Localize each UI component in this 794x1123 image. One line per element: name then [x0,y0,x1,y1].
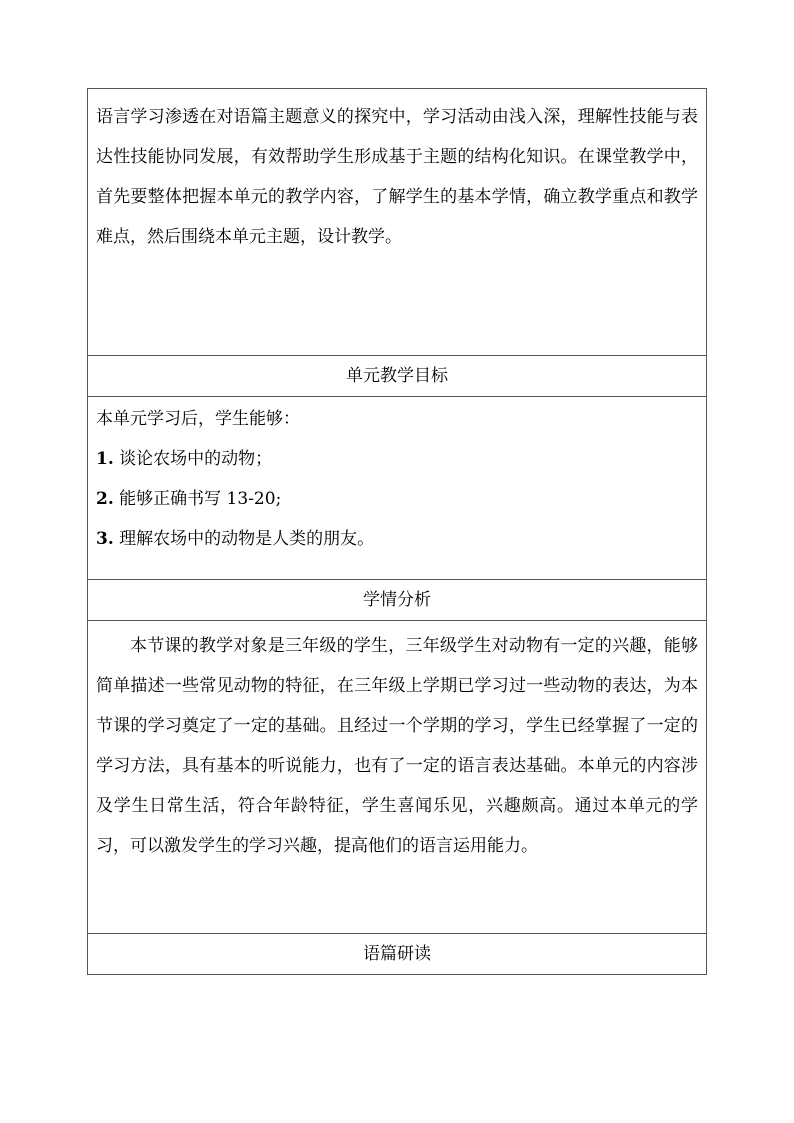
goals-cell [88,397,707,580]
analysis-paragraph: 本节课的教学对象是三年级的学生，三年级学生对动物有一定的兴趣，能够简单描述一些常见动物的特征，在三年级上学期已学习过一些动物的表达，为本节课的学习奠定了一定的基础。且经过一个学期的学习，学生已经掌握了一定的学习方法，具有基本的听说能力，也有了一定的语言表达基础。本单元的内容涉及学生日常生活，符合年龄特征，学生喜闻乐见，兴趣颇高。通过本单元的学习，可以激发学生的学习兴趣，提高他们的语言运用能力。 [96,636,698,856]
reading-heading: 语篇研读 [88,934,707,975]
goals-lead: 本单元学习后，学生能够： [96,409,300,429]
intro-row [88,89,707,356]
goals-row [88,397,707,580]
intro-paragraph: 语言学习渗透在对语篇主题意义的探究中，学习活动由浅入深，理解性技能与表达性技能协同发展，有效帮助学生形成基于主题的结构化知识。在课堂教学中，首先要整体把握本单元的教学内容，了解学生的基本学情，确立教学重点和教学难点，然后围绕本单元主题，设计教学。 [96,107,698,247]
goal-item-2 [96,479,698,519]
goal-item-2-number: 2. [96,489,114,509]
goal-item-2-text: 能够正确书写 13-20; [113,489,282,509]
analysis-row [88,621,707,934]
goal-item-1 [96,439,698,479]
goals-heading-row [88,356,707,397]
lesson-plan-table [87,88,707,975]
intro-cell [88,89,707,356]
goals-heading: 单元教学目标 [88,356,707,397]
reading-heading-row [88,934,707,975]
goal-item-1-text: 谈论农场中的动物； [113,449,273,469]
analysis-heading-row [88,580,707,621]
goal-item-3-text: 理解农场中的动物是人类的朋友。 [113,529,375,549]
analysis-heading: 学情分析 [88,580,707,621]
goal-item-3 [96,519,698,559]
analysis-cell [88,621,707,934]
goal-item-3-number: 3. [96,529,114,549]
goal-item-1-number: 1. [96,449,114,469]
